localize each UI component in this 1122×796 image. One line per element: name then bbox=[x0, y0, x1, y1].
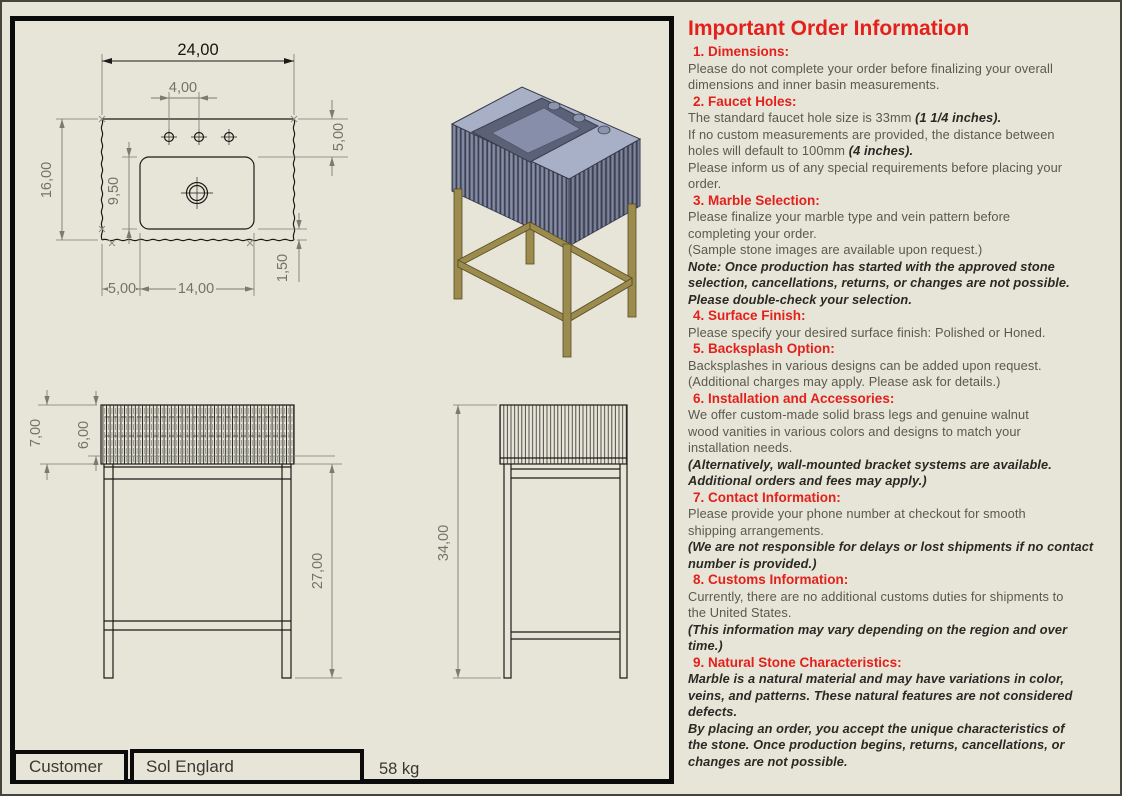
info-text-line: changes are not possible. bbox=[688, 753, 848, 769]
section-heading: 4. Surface Finish: bbox=[693, 308, 806, 323]
dim-label-front-edge: 1,50 bbox=[275, 253, 291, 283]
section-heading: 8. Customs Information: bbox=[693, 572, 849, 587]
info-sections bbox=[688, 44, 1122, 770]
customer-label: Customer bbox=[29, 757, 103, 776]
dim-edge-to-basin bbox=[258, 100, 348, 176]
dim-label-overall-width: 24,00 bbox=[177, 41, 219, 59]
info-text-line: We offer custom-made solid brass legs and genuine walnut bbox=[688, 407, 1029, 422]
info-text-line: Currently, there are no additional customs duties for shipments to bbox=[688, 588, 1064, 604]
info-text-line: Please finalize your marble type and vein pattern before bbox=[688, 209, 1011, 224]
dim-label-leg-height: 27,00 bbox=[310, 552, 326, 590]
dim-label-counter-height: 7,00 bbox=[28, 418, 44, 448]
info-text-line: time.) bbox=[688, 638, 723, 653]
info-text-line: Please specify your desired surface finish: Polished or Honed. bbox=[688, 324, 1046, 340]
info-text-line: the United States. bbox=[688, 605, 792, 620]
customer-value: Sol Englard bbox=[146, 756, 234, 776]
info-text-line: (We are not responsible for delays or lost shipments if no contact bbox=[688, 539, 1094, 554]
info-text-line: Additional orders and fees may apply.) bbox=[688, 473, 927, 488]
frame-front bbox=[104, 464, 291, 678]
info-text-line: defects. bbox=[688, 704, 738, 719]
leg-right bbox=[628, 204, 636, 317]
info-text-line: Backsplashes in various designs can be added upon request. bbox=[688, 357, 1042, 373]
dim-label-flute-height: 6,00 bbox=[76, 420, 92, 450]
info-text-line: order. bbox=[688, 176, 722, 191]
dim-left-offset-and-basin-width bbox=[102, 233, 254, 297]
info-text-line: (This information may vary depending on the region and over bbox=[688, 621, 1068, 637]
section-heading: 5. Backsplash Option: bbox=[693, 341, 835, 356]
fluted-counter-front bbox=[101, 405, 294, 464]
dim-flute-height bbox=[76, 391, 96, 471]
dim-total-height bbox=[436, 405, 501, 678]
section-heading: 6. Installation and Accessories: bbox=[693, 390, 895, 406]
section-heading: 1. Dimensions: bbox=[693, 44, 790, 59]
info-text-line: number is provided.) bbox=[688, 555, 817, 571]
dim-label-basin-width: 14,00 bbox=[177, 281, 215, 297]
drain-hole bbox=[181, 177, 213, 209]
info-text-line: completing your order. bbox=[688, 225, 817, 241]
dim-label-hole-spacing: 4,00 bbox=[168, 80, 198, 96]
info-panel-title: Important Order Information bbox=[688, 17, 970, 40]
section-heading: 2. Faucet Holes: bbox=[693, 93, 797, 109]
customer-value-box bbox=[130, 749, 364, 784]
info-text-line: shipping arrangements. bbox=[688, 522, 824, 538]
leg-left bbox=[454, 189, 462, 299]
faucet-holes bbox=[161, 129, 237, 145]
info-text-line: Please double-check your selection. bbox=[688, 291, 912, 307]
section-heading: 3. Marble Selection: bbox=[693, 192, 820, 208]
dim-label-overall-depth: 16,00 bbox=[39, 161, 55, 199]
info-text-line: Please inform us of any special requirements before placing your bbox=[688, 159, 1063, 175]
dim-overall-width bbox=[102, 41, 294, 115]
info-text-line: The standard faucet hole size is 33mm (1 1/4 inches). bbox=[688, 110, 1002, 125]
info-text-line: Marble is a natural material and may have variations in color, bbox=[688, 671, 1065, 686]
info-text-line: (Alternatively, wall-mounted bracket systems are available. bbox=[688, 456, 1052, 472]
info-text-line: selection, cancellations, returns, or changes are not possible. bbox=[688, 275, 1070, 290]
section-heading: 7. Contact Information: bbox=[693, 489, 841, 505]
dim-label-total-height: 34,00 bbox=[436, 524, 452, 562]
dim-hole-spacing bbox=[151, 80, 217, 131]
info-text-line: veins, and patterns. These natural features are not considered bbox=[688, 687, 1073, 703]
leg-front bbox=[563, 244, 571, 357]
info-text-line: (Sample stone images are available upon request.) bbox=[688, 242, 983, 257]
info-text-line: installation needs. bbox=[688, 440, 793, 455]
stretcher-frame bbox=[458, 222, 632, 323]
weight-value: 58 kg bbox=[379, 760, 420, 778]
dim-front-edge bbox=[258, 213, 307, 282]
order-information-panel bbox=[688, 14, 1122, 770]
dim-label-basin-depth: 9,50 bbox=[106, 176, 122, 206]
customer-label-box bbox=[12, 750, 128, 784]
info-text-line: Please provide your phone number at checkout for smooth bbox=[688, 506, 1026, 521]
info-text-line: the stone. Once production begins, returns, cancellations, or bbox=[688, 737, 1065, 752]
info-text-line: If no custom measurements are provided, the distance between bbox=[688, 126, 1055, 142]
isometric-view bbox=[442, 72, 692, 387]
dim-leg-height bbox=[295, 464, 342, 678]
frame-side bbox=[504, 464, 627, 678]
info-text-line: Please do not complete your order before finalizing your overall bbox=[688, 60, 1053, 76]
info-text-line: holes will default to 100mm (4 inches). bbox=[688, 143, 914, 158]
info-text-line: By placing an order, you accept the unique characteristics of bbox=[688, 720, 1065, 736]
side-view-drawing bbox=[427, 387, 672, 695]
front-view-drawing bbox=[30, 387, 360, 695]
dim-overall-depth bbox=[39, 119, 98, 240]
info-text-line: dimensions and inner basin measurements. bbox=[688, 77, 940, 92]
dim-basin-depth bbox=[106, 142, 137, 244]
fluted-counter-side bbox=[500, 405, 627, 464]
dim-label-edge-to-basin: 5,00 bbox=[331, 122, 347, 152]
section-heading: 9. Natural Stone Characteristics: bbox=[693, 654, 902, 670]
top-view-drawing bbox=[30, 30, 370, 306]
info-text-line: Note: Once production has started with the approved stone bbox=[688, 258, 1055, 274]
marble-counter-3d bbox=[452, 87, 640, 246]
info-text-line: wood vanities in various colors and designs to match your bbox=[688, 423, 1021, 439]
info-text-line: (Additional charges may apply. Please ask for details.) bbox=[688, 374, 1001, 389]
dim-label-left-offset: 5,00 bbox=[107, 281, 137, 297]
